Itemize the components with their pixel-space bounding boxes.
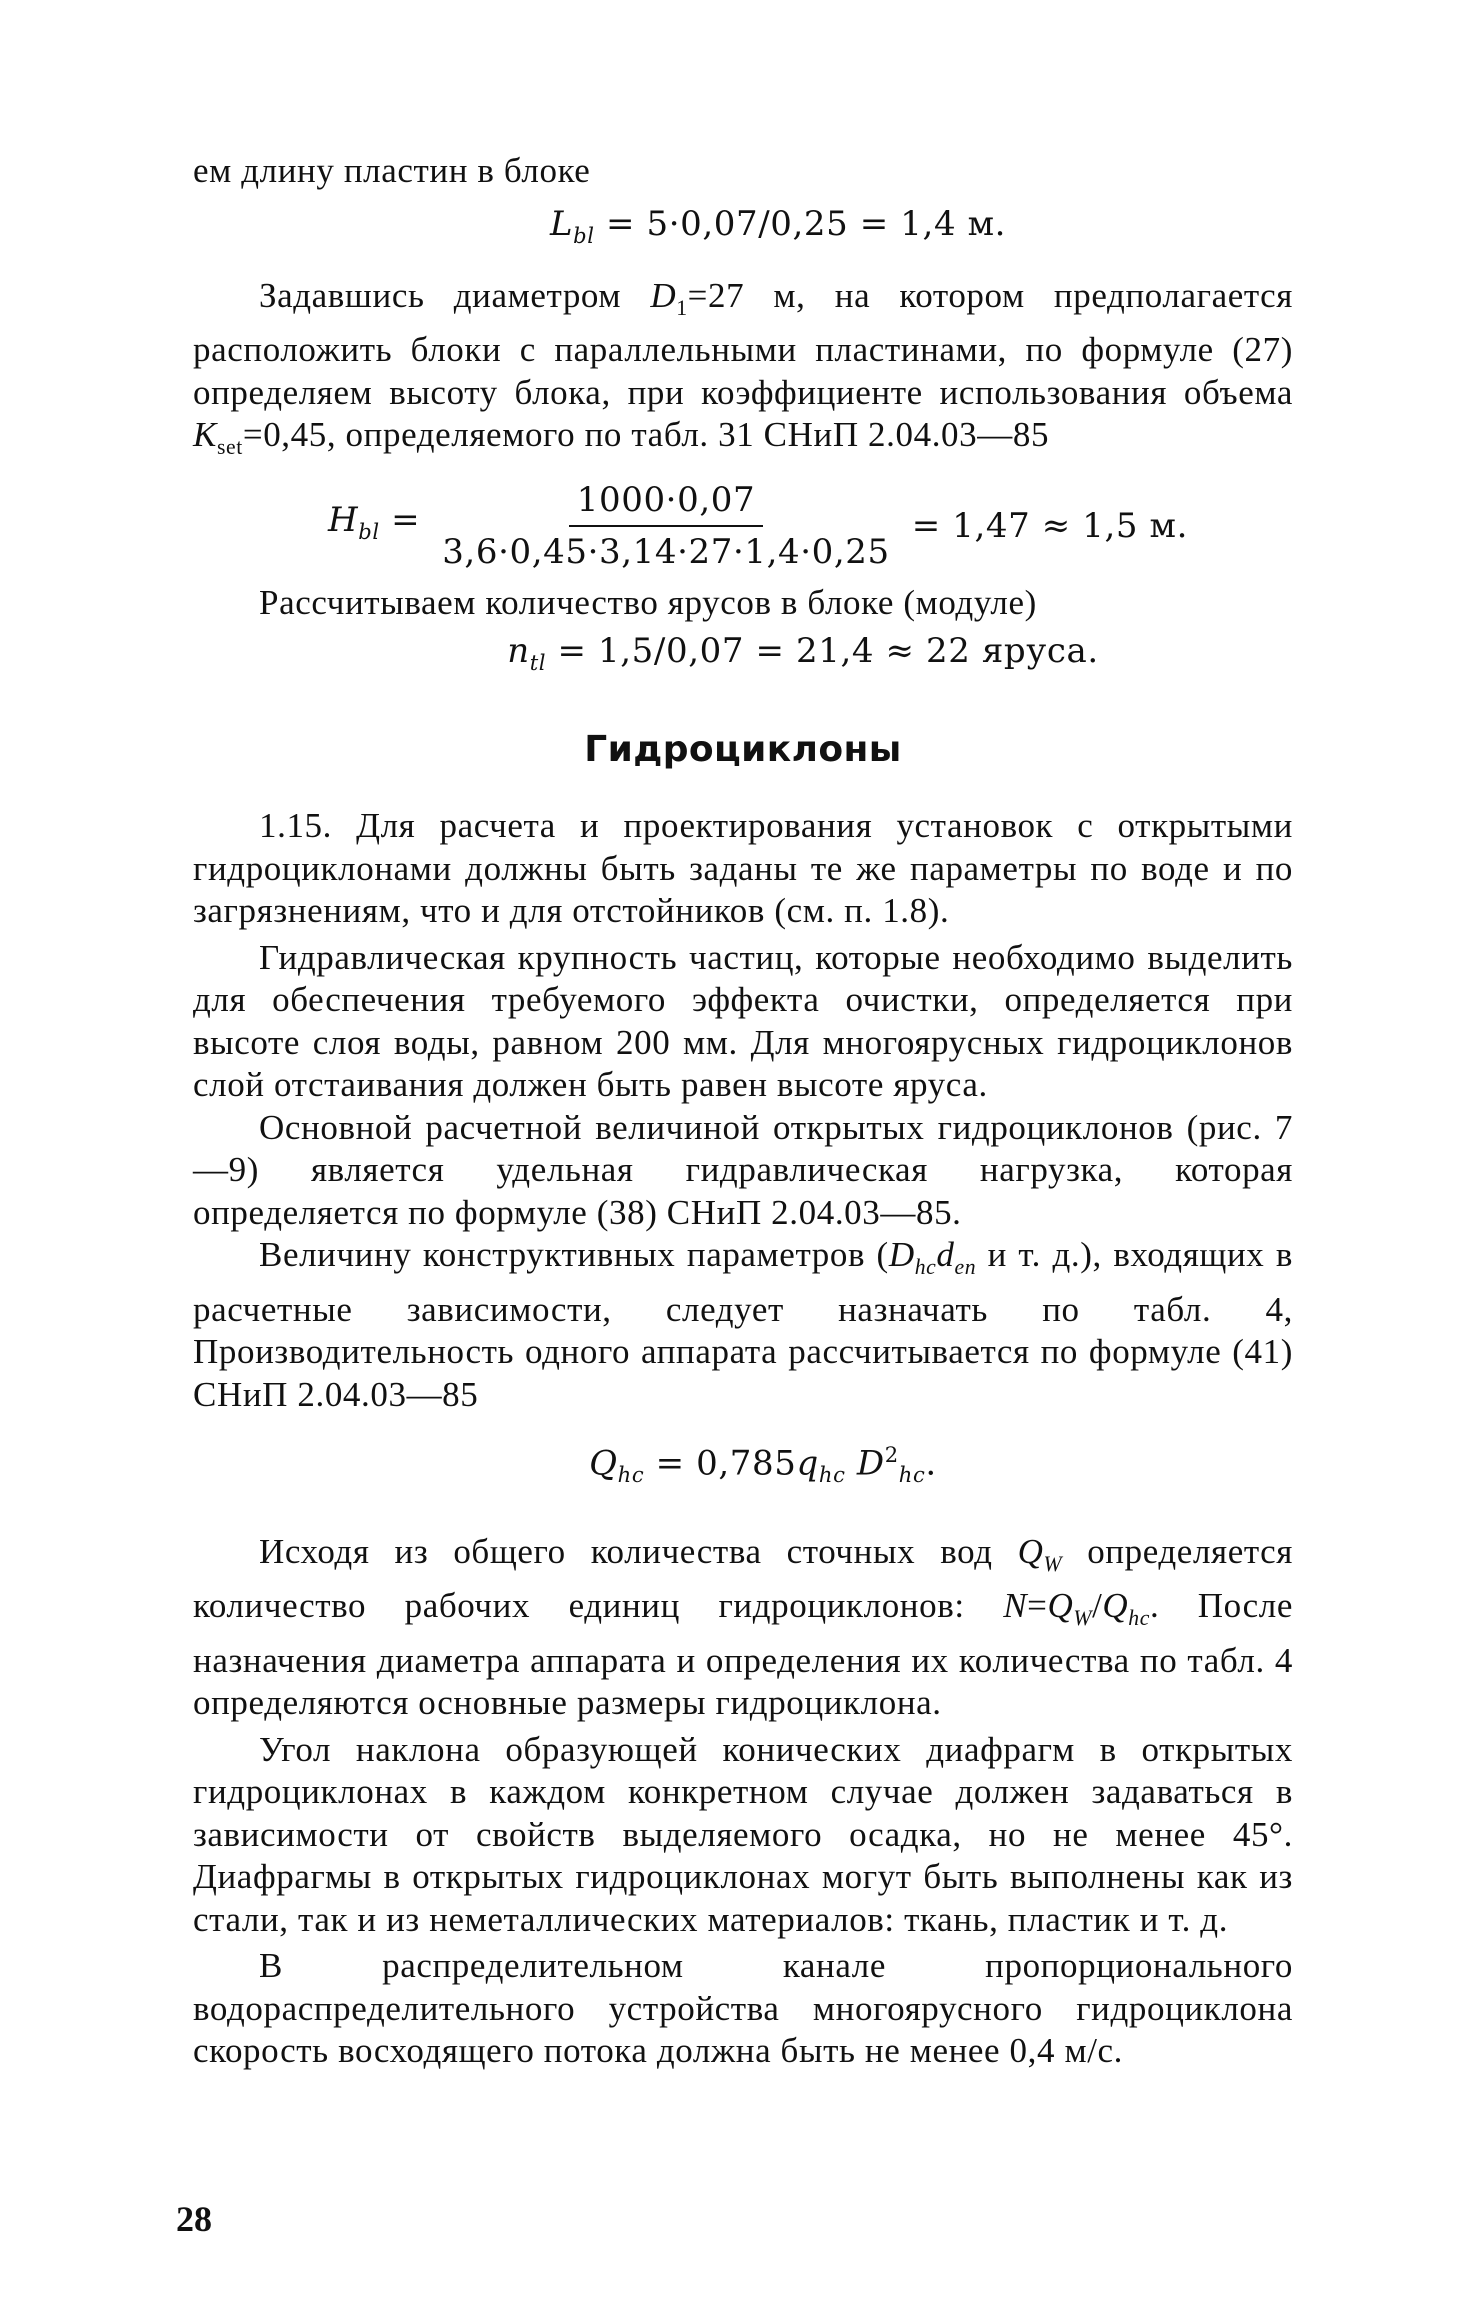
para-quantity-text-1: Исходя из общего количества сточных вод <box>259 1531 1018 1571</box>
formula-hbl-lhs <box>328 499 420 553</box>
para-diameter-k-var: K <box>193 415 217 455</box>
formula-lbl-rhs: = 5·0,07/0,25 = 1,4 м. <box>606 203 1007 244</box>
para-quantity-qw-sub: W <box>1043 1551 1063 1576</box>
formula-qhc-d-sub: hc <box>898 1462 926 1488</box>
formula-qhc <box>193 1434 1293 1497</box>
formula-ntl-var: n <box>507 631 530 672</box>
formula-ntl <box>193 630 1293 684</box>
para-diameter-k-sub: set <box>216 435 243 460</box>
paragraph-diameter <box>193 275 1293 469</box>
para-quantity-eq: = <box>1027 1586 1048 1626</box>
para-diameter-var-sub: 1 <box>676 295 688 320</box>
paragraph-1-15: 1.15. Для расчета и проектирования установок с открытыми гидроциклонами должны быть заданы те же параметры по воде и по загрязнениям, что и для отстойников (см. п. 1.8). <box>193 806 1293 931</box>
para-quantity-n: N <box>1003 1586 1028 1626</box>
formula-qhc-sub: hc <box>617 1462 645 1488</box>
paragraph-tiers: Рассчитываем количество ярусов в блоке (модуле) <box>259 582 1037 622</box>
para-diameter-var: D <box>650 275 677 315</box>
para-diameter-text-3: =0,45, определяемого по табл. 31 СНиП 2.04.03—85 <box>242 415 1050 455</box>
formula-lbl-sub: bl <box>573 222 595 248</box>
formula-hbl-eq: = <box>391 500 421 541</box>
para-quantity-qw2-sub: W <box>1073 1606 1093 1631</box>
para-quantity-qw2: Q <box>1047 1586 1074 1626</box>
formula-qhc-q-sub: hc <box>818 1462 846 1488</box>
formula-qhc-end: . <box>925 1443 937 1484</box>
formula-ntl-rhs: = 1,5/0,07 = 21,4 ≈ 22 яруса. <box>557 631 1099 672</box>
para-diameter-text-2: =27 м, на котором предполагается расположить блоки с параллельными пластинами, по формуле (27) определяем высоту блока, при коэффициенте использования объема <box>193 275 1293 412</box>
para-quantity-text-3: . После назначения диаметра аппарата и определения их количества по табл. 4 определяются основные размеры гидроциклона. <box>193 1586 1293 1723</box>
page-number: 28 <box>176 2199 212 2239</box>
formula-hbl-denominator: 3,6·0,45·3,14·27·1,4·0,25 <box>442 532 890 573</box>
para-params-text-1: Величину конструктивных параметров ( <box>259 1235 889 1275</box>
formula-hbl-numerator: 1000·0,07 <box>569 479 763 528</box>
para-quantity-text-2: определяется количество рабочих единиц гидроциклонов: <box>193 1531 1293 1626</box>
paragraph-main-value: Основной расчетной величиной открытых гидроциклонов (рис. 7—9) является удельная гидравлическая нагрузка, которая определяется по формуле (38) СНиП 2.04.03—85. <box>193 1107 1293 1232</box>
formula-hbl-fraction <box>434 479 898 574</box>
formula-lbl <box>193 203 1293 257</box>
para-params-d2: d <box>936 1235 955 1275</box>
formula-hbl-var: H <box>327 500 359 541</box>
para-quantity-qhc-sub: hc <box>1128 1606 1150 1631</box>
formula-qhc-var: Q <box>589 1443 618 1484</box>
para-diameter-text-1: Задавшись диаметром <box>259 275 651 315</box>
formula-qhc-q: q <box>796 1443 819 1484</box>
section-heading: Гидроциклоны <box>584 728 902 770</box>
formula-hbl <box>193 479 1293 574</box>
paragraph-hydraulic: Гидравлическая крупность частиц, которые необходимо выделить для обеспечения требуемого эффекта очистки, определяется при высоте слоя воды, равном 200 мм. Для многоярусных гидроциклонов слой отстаивания должен быть равен высоте яруса. <box>193 937 1293 1105</box>
formula-ntl-sub: tl <box>529 650 547 676</box>
para-quantity-slash: / <box>1092 1586 1103 1626</box>
formula-lbl-var: L <box>549 203 574 244</box>
para-params-text-2: и т. д.), входящих в расчетные зависимости, следует назначать по табл. 4, Производительность одного аппарата рассчитывается по формуле (41) СНиП 2.04.03—85 <box>193 1235 1293 1414</box>
formula-qhc-d: D <box>856 1443 885 1484</box>
paragraph-params <box>193 1234 1293 1416</box>
paragraph-angle: Угол наклона образующей конических диафрагм в открытых гидроциклонах в каждом конкретном случае должен задаваться в зависимости от свойств выделяемого осадка, но не менее 45°. Диафрагмы в открытых гидроциклонах могут быть выполнены как из стали, так и из неметаллических материалов: ткань, пластик и т. д. <box>193 1729 1293 1939</box>
para-params-d1: D <box>888 1235 915 1275</box>
formula-qhc-d-sup: 2 <box>884 1442 899 1468</box>
formula-qhc-eq: = 0,785 <box>655 1443 797 1484</box>
formula-hbl-sub: bl <box>358 518 380 544</box>
paragraph-quantity <box>193 1531 1293 1725</box>
intro-line: ем длину пластин в блоке <box>193 151 591 190</box>
para-quantity-qhc: Q <box>1102 1586 1129 1626</box>
paragraph-channel: В распределительном канале пропорционального водораспределительного устройства многоярусного гидроциклона скорость восходящего потока должна быть не менее 0,4 м/с. <box>193 1946 1293 2071</box>
formula-hbl-result: = 1,47 ≈ 1,5 м. <box>911 506 1189 547</box>
para-params-d1-sub: hc <box>914 1255 937 1280</box>
para-quantity-qw: Q <box>1017 1531 1044 1571</box>
para-params-d2-sub: en <box>954 1255 977 1280</box>
document-page <box>193 150 1293 2073</box>
